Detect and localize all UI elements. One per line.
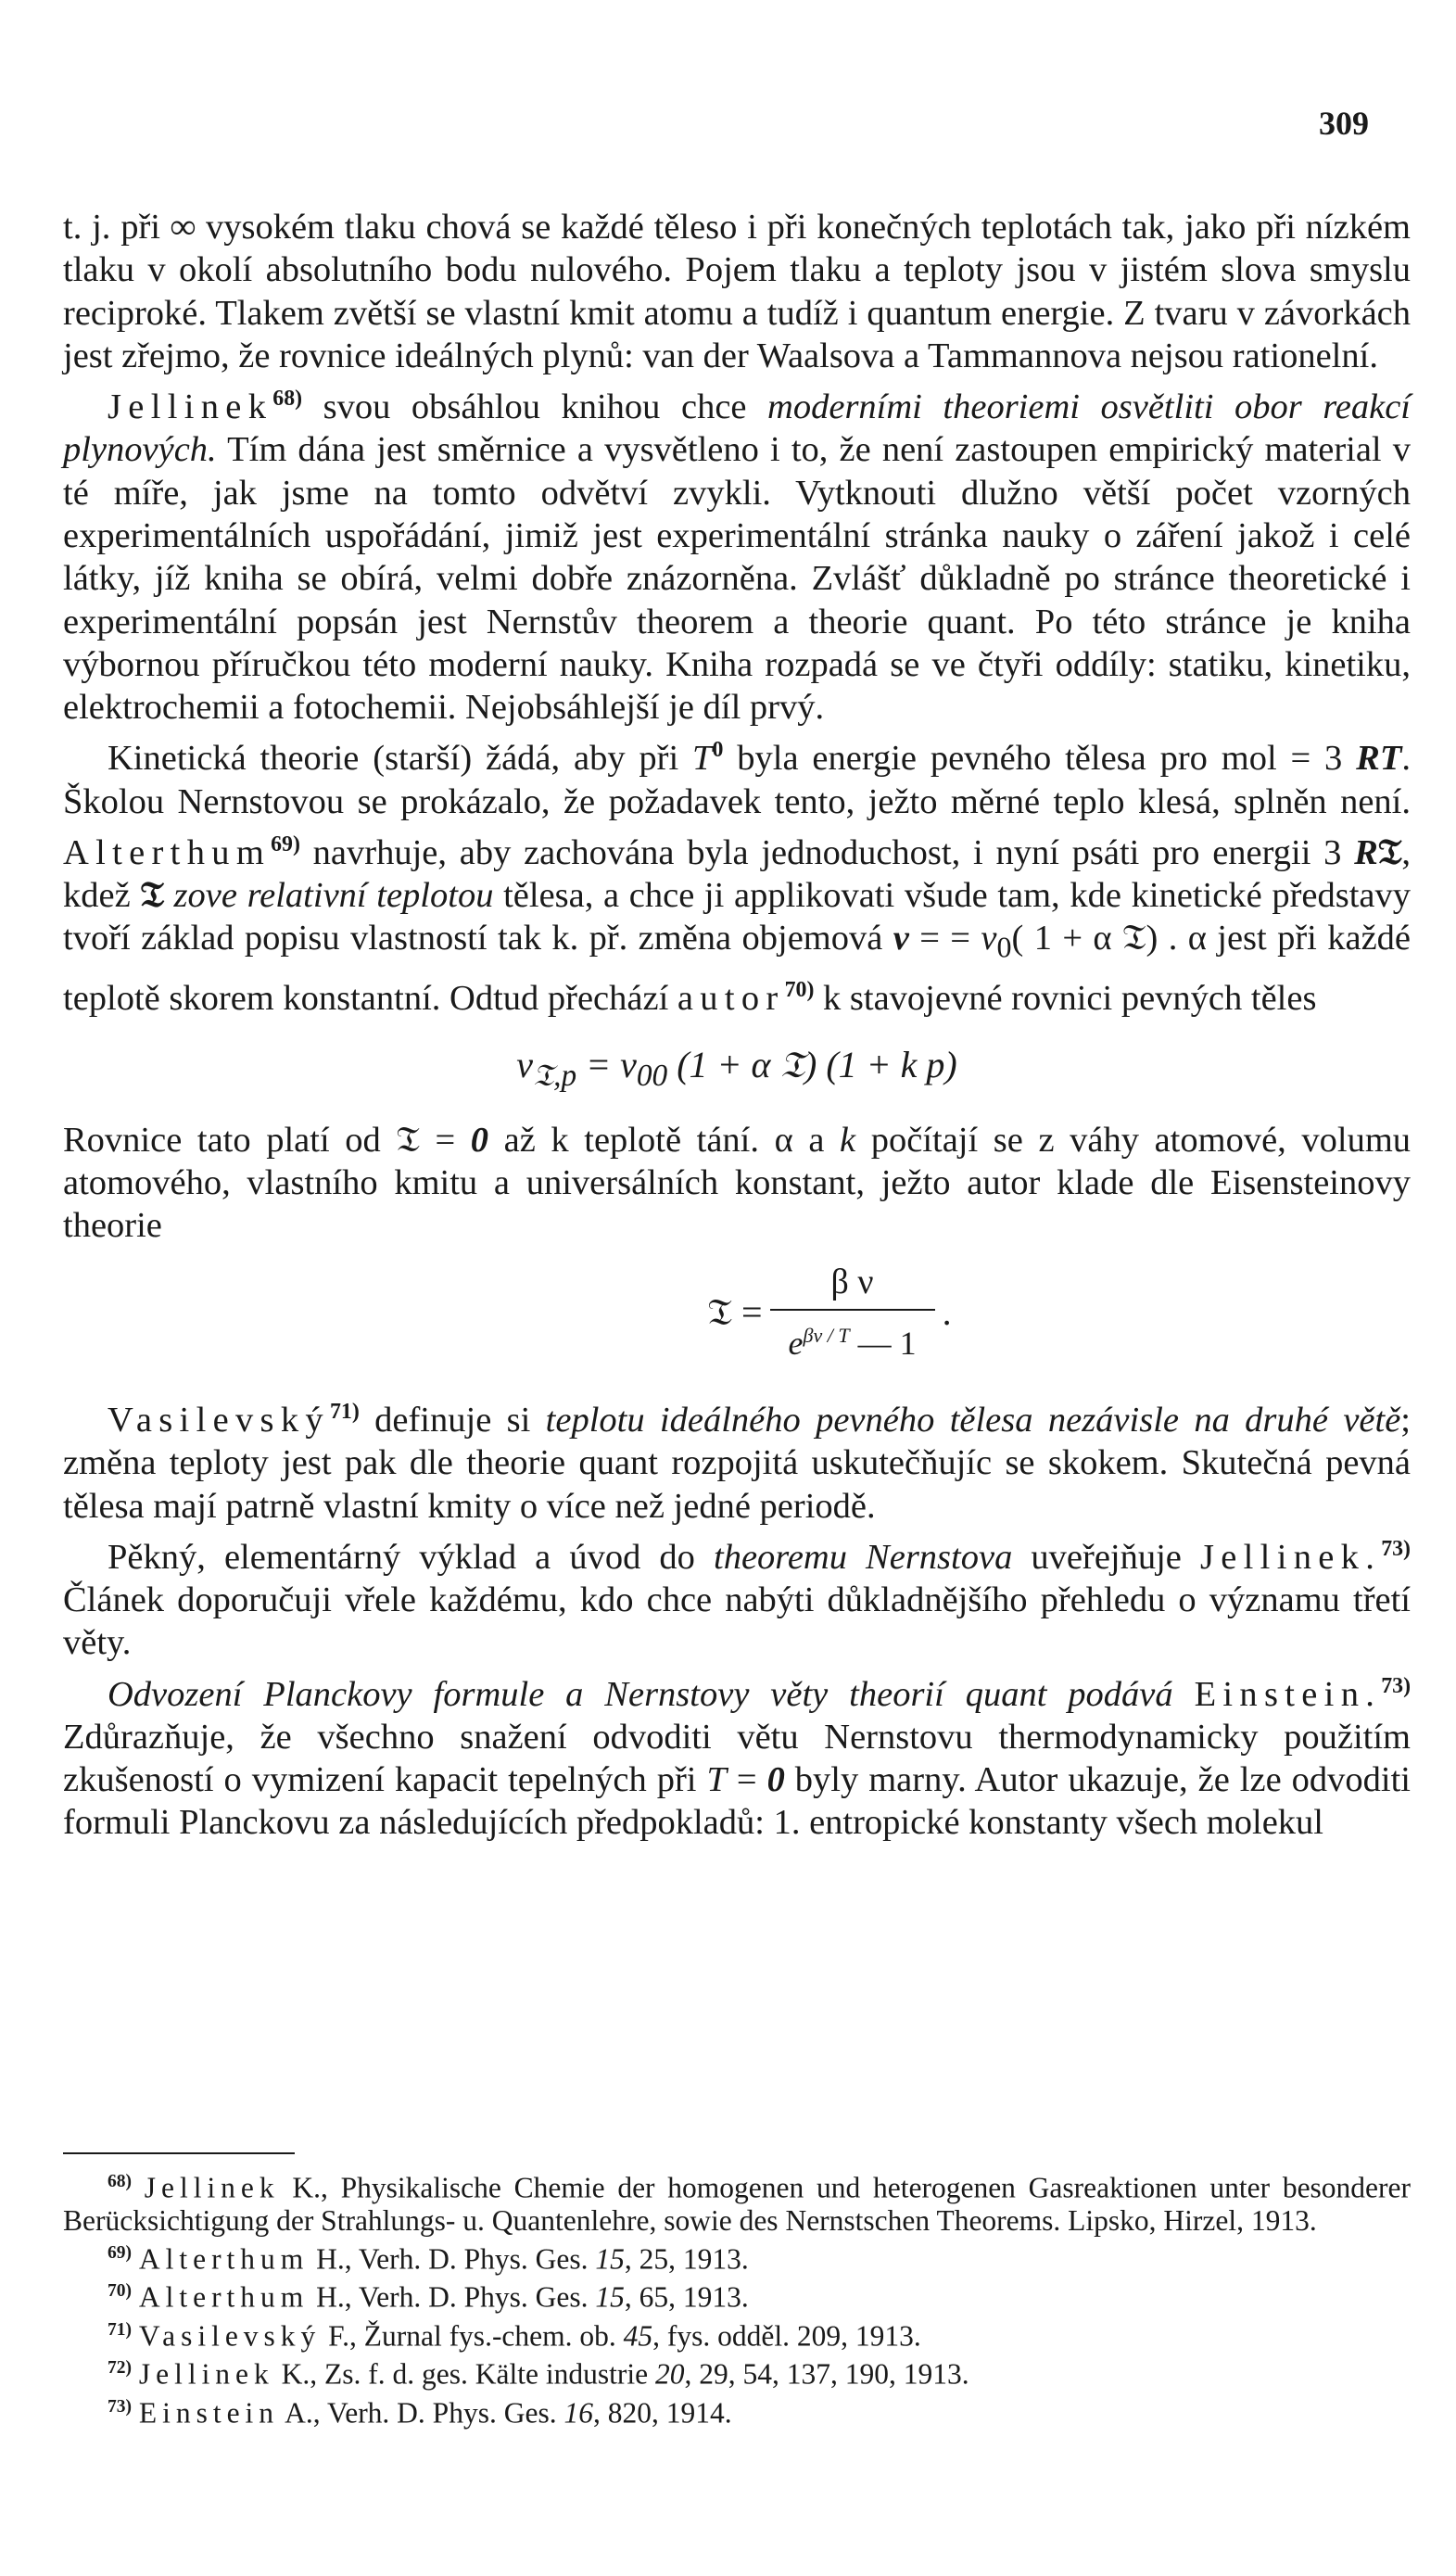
- text-run: 73): [1381, 1673, 1412, 1698]
- text-run: Tím dána jest směrnice a vysvětleno i to, že není zastoupen empirický material v té míře, jak jsme na tomto odvětví zvykli. Vytknouti dlužno větší počet vzorných experimentálních uspořádání, jimiž jest experimentální stránka nauky o záření jakož i celé látky, jíž kniha se obírá, velmi dobře znázorněna. Zvlášť důkladně po stránce theoretické i experimentální popsán jest Nernstův theorem a theorie quant. Po této stránce je kniha výbornou příručkou této moderní nauky. Kniha rozpadá se ve čtyři oddíly: statiku, kinetiku, elektrochemii a fotochemii. Nejobsáhlejší je díl prvý.: [63, 430, 1411, 728]
- text-run: 15: [595, 2280, 625, 2314]
- text-run: Jellinek: [144, 2171, 280, 2204]
- text-run: uveřejňuje: [1012, 1537, 1200, 1577]
- text-run: R: [1354, 832, 1378, 872]
- text-run: [132, 2281, 139, 2314]
- text-run: ( 1 + α 𝔗) . α jest při každé teplotě skorem konstantní. Odtud přechází: [63, 919, 1411, 1019]
- text-run: , fys. odděl. 209, 1913.: [652, 2319, 921, 2352]
- text-run: 𝔗: [1377, 832, 1402, 872]
- paragraph: [63, 206, 1411, 377]
- text-run: Kinetická theorie (starší) žádá, aby při: [108, 739, 693, 779]
- text-run: Einstein.: [1194, 1674, 1382, 1714]
- text-run: Vasilevský: [138, 2319, 322, 2352]
- text-run: autor: [677, 979, 785, 1019]
- paragraph: [63, 1119, 1411, 1248]
- text-run: 71): [329, 1400, 360, 1425]
- text-run: H., Verh. D. Phys. Ges.: [309, 2242, 596, 2275]
- text-run: RT: [1356, 739, 1402, 779]
- text-run: 0: [470, 1120, 489, 1160]
- text-run: , 65, 1913.: [624, 2280, 749, 2314]
- text-run: v: [981, 919, 997, 958]
- paragraph: [63, 1390, 1411, 1528]
- text-run: ; změna teploty jest pak dle theorie quant rozpojitá uskutečňujíc se skokem. Skutečná pevná tělesa mají patrně vlastní kmity o více než jedné periodě.: [63, 1400, 1411, 1526]
- text-run: k stavojevné rovnici pevných těles: [814, 979, 1317, 1019]
- text-run: [1173, 1674, 1195, 1713]
- text-run: , 820, 1914.: [592, 2396, 732, 2429]
- text-run: Odvození Planckovy formule a Nernstovy věty theorií quant podává: [108, 1674, 1173, 1714]
- text-run: [132, 2172, 145, 2204]
- text-run: theoremu Nernstova: [714, 1537, 1013, 1577]
- text-run: moderními theoriemi osvětliti obor reakcí plynových.: [63, 387, 1411, 470]
- text-run: [132, 2396, 139, 2429]
- text-run: Alterthum: [63, 832, 272, 872]
- text-run: = =: [908, 919, 981, 958]
- text-run: byla energie pevného tělesa pro mol = 3: [723, 739, 1357, 779]
- text-run: , kdež: [63, 832, 1411, 915]
- text-run: =: [726, 1759, 767, 1799]
- equation-relative-temperature: 𝔗 = $\frac{\text{β ν}}{e^{\beta\nu / T} — 1}$ .: [248, 1261, 1411, 1365]
- text-run: 73): [108, 2396, 133, 2417]
- text-run: Einstein: [138, 2396, 280, 2429]
- text-run: [132, 2242, 139, 2275]
- text-run: vysokém tlaku chová se každé těleso i při konečných teplotách tak, jako při nízkém tlaku v okolí absolutního bodu nulového. Pojem tlaku a teploty jsou v jistém slova smyslu reciproké. Tlakem zvětší se vlastní kmit atomu a tudíž i quantum energie. Z tvaru v závorkách jest zřejmo, že rovnice ideálných plynů: van der Waalsova a Tammannova nejsou rationelní.: [63, 208, 1411, 375]
- text-run: zove relativní teplotou: [173, 875, 494, 915]
- text-run: Alterthum: [138, 2242, 310, 2275]
- text-run: [164, 876, 174, 915]
- text-run: teplotu ideálného pevného tělesa nezávisle na druhé větě: [545, 1400, 1401, 1440]
- footnote: [63, 2391, 1411, 2430]
- text-run: Jellinek: [108, 387, 273, 427]
- text-run: , 29, 54, 137, 190, 1913.: [684, 2357, 969, 2391]
- text-run: 15: [595, 2242, 625, 2275]
- text-run: 𝔗: [140, 875, 164, 915]
- text-run: 16: [563, 2396, 593, 2429]
- footnote: [63, 2165, 1411, 2237]
- page-number: 309: [1319, 105, 1369, 142]
- fraction: $\frac{\text{β ν}}{e^{\beta\nu / T} — 1}$: [770, 1261, 935, 1365]
- text-run: [132, 2319, 139, 2352]
- text-run: k: [840, 1120, 856, 1160]
- footnotes: [63, 2165, 1411, 2429]
- text-run: Alterthum: [138, 2280, 310, 2314]
- paragraph: [63, 377, 1411, 729]
- text-run: 45: [623, 2319, 653, 2352]
- text-run: K., Physikalische Chemie der homogenen und heterogenen Gasreaktionen unter besonderer Berücksichtigung der Strahlungs- u. Quantenlehre, sowie des Nernstschen Theorems. Lipsko, Hirzel, 1913.: [63, 2171, 1412, 2237]
- text-run: 0: [712, 738, 724, 763]
- text-run: byly marny. Autor ukazuje, že lze odvoditi formuli Planckovu za následujících předpokladů: 1. entropické konstanty všech molekul: [63, 1759, 1411, 1843]
- paragraph: [63, 1528, 1411, 1665]
- text-run: A., Verh. D. Phys. Ges.: [279, 2396, 564, 2429]
- text-run: 0: [766, 1759, 785, 1799]
- text-run: Vasilevský: [108, 1400, 330, 1440]
- text-run: T: [692, 739, 713, 779]
- text-run: počítají se z váhy atomové, volumu atomového, vlastního kmitu a universálních konstant, ježto autor klade dle Eisensteinovy theorie: [63, 1120, 1412, 1246]
- text-run: Článek doporučuji vřele každému, kdo chce nabýti důkladnějšího přehledu o významu třetí věty.: [63, 1580, 1411, 1663]
- text-run: 70): [108, 2281, 133, 2301]
- text-run: , 25, 1913.: [624, 2242, 749, 2275]
- footnote: [63, 2314, 1411, 2353]
- text-run: . Školou Nernstovou se prokázalo, že požadavek tento, ježto měrné teplo klesá, splněn není.: [63, 739, 1411, 821]
- text-run: [132, 2358, 139, 2391]
- text-run: svou obsáhlou knihou chce: [302, 387, 768, 427]
- text-run: t. j. při: [63, 208, 171, 247]
- text-run: 68): [272, 387, 303, 412]
- footnote: [63, 2275, 1411, 2314]
- text-run: až k teplotě tání. α a: [488, 1120, 841, 1160]
- text-run: 71): [108, 2319, 133, 2340]
- text-run: 0: [996, 930, 1012, 964]
- text-run: definuje si: [359, 1400, 546, 1440]
- text-run: H., Verh. D. Phys. Ges.: [309, 2280, 596, 2314]
- text-run: Jellinek.: [1199, 1537, 1382, 1577]
- text-run: tělesa, a chce ji applikovati všude tam, kde kinetické představy tvoří základ popisu vlastností tak k. př. změna objemová: [63, 875, 1412, 958]
- paragraph: [63, 1665, 1411, 1845]
- text-run: 20: [654, 2357, 685, 2391]
- text-run: ∞: [170, 208, 196, 247]
- text-run: 69): [108, 2242, 133, 2263]
- text-run: v: [893, 919, 909, 958]
- text-run: navrhuje, aby zachována byla jednoduchost, i nyní psáti pro energii 3: [299, 832, 1355, 872]
- footnote: [63, 2352, 1411, 2391]
- text-run: Rovnice tato platí od 𝔗 =: [63, 1120, 471, 1160]
- footnote: [63, 2237, 1411, 2276]
- text-run: 70): [784, 978, 815, 1003]
- equation-state: $v_{𝔗,p} = v_{00}$ (1 + α 𝔗) (1 + k p): [516, 1044, 957, 1094]
- text-run: K., Zs. f. d. ges. Kälte industrie: [273, 2357, 655, 2391]
- text-run: Zdůrazňuje, že všechno snažení odvoditi větu Nernstovu thermodynamicky použitím zkušeností o vymizení kapacit tepelných při: [63, 1717, 1411, 1799]
- text-run: Pěkný, elementárný výklad a úvod do: [108, 1537, 714, 1577]
- text-run: 73): [1381, 1536, 1411, 1561]
- text-run: 68): [108, 2172, 133, 2191]
- text-run: 72): [108, 2358, 133, 2378]
- text-run: T: [706, 1759, 727, 1799]
- text-run: 69): [271, 831, 300, 857]
- footnote-divider: [63, 2152, 295, 2154]
- main-text: [63, 206, 1411, 1845]
- text-run: F., Žurnal fys.-chem. ob.: [321, 2319, 624, 2352]
- paragraph: [63, 729, 1411, 1020]
- text-run: Jellinek: [138, 2357, 274, 2391]
